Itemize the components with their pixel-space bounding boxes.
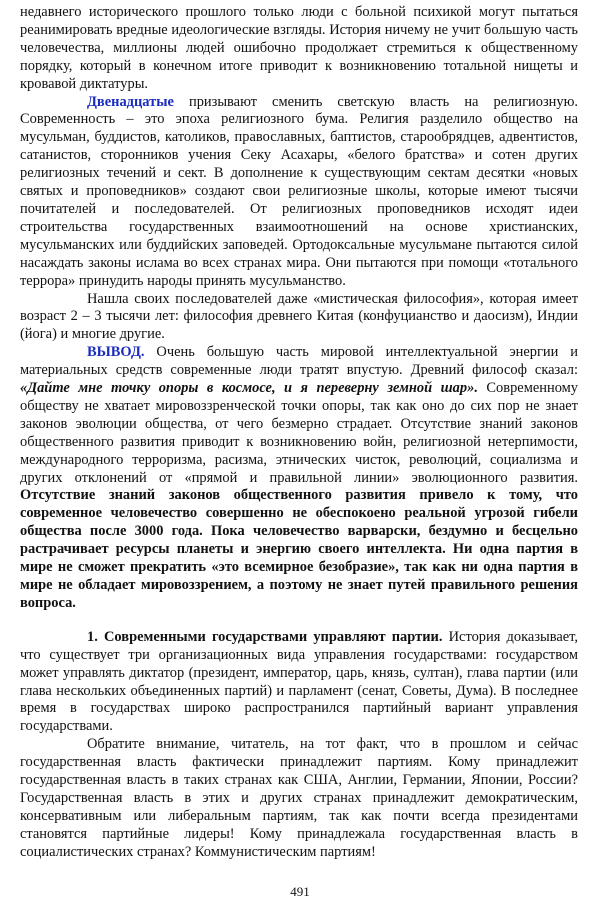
lead-word-twelfth: Двенадцатые xyxy=(87,93,174,110)
page-number: 491 xyxy=(290,884,310,899)
paragraph-mystic-philosophy: Нашла своих последователей даже «мистическая философия», которая имеет возраст 2 – 3 тысячи лет: философия древнего Китая (конфуцианство и даосизм), Индии (йога) и многие другие. xyxy=(20,290,578,343)
conclusion-bold-text: Отсутствие знаний законов общественного развития привело к тому, что современное человечество совершенно не обеспокоено реальной угрозой гибели общества после 3000 года. Пока человечество варварски, бездумно и бесцельно растрачивает ресурсы планеты и энергию своего интеллекта. Ни одна партия в мире не сможет прекратить «это всемирное безобразие», так как ни одна партия в мире не обладает мировоззрением, а поэтому не знает путей правильного решения вопроса. xyxy=(20,487,578,611)
paragraph-history: недавнего исторического прошлого только люди с больной психикой могут пытаться реанимировать вредные идеологические взгляды. История ничему не учит большую часть человечества, миллионы людей ошибочно продолжает стремиться к общественному порядку, который в конечном итоге приводит к возникновению тотальной нищеты и кровавой диктатуры. xyxy=(20,4,578,92)
paragraph-section-1: 1. Современными государствами управляют партии. История доказывает, что существует три организационных вида управления государствами: государством может управлять диктатор (президент, император, царь, князь, султан), глава партии (или глава нескольких объединенных партий) и парламент (сенат, Советы, Дума). В последнее время в государствах широко распространился партийный вариант управления государствами. xyxy=(20,628,578,735)
archimedes-quote: «Дайте мне точку опоры в космосе, и я переверну земной шар». xyxy=(20,380,478,397)
section-heading: 1. Современными государствами управляют партии. xyxy=(87,628,443,645)
paragraph-twelfth: Двенадцатые призывают сменить светскую власть на религиозную. Современность – это эпоха религиозного бума. Религия разделило общество на мусульман, буддистов, католиков, православных, баптистов, старообрядцев, адвентистов, сатанистов, сторонников учения Секу Асахары, «белого братства» и сотен других религиозных течений и сект. В дополнение к существующим сектам десятки «новых святых и проповедников» создают свои религиозные школы, которые имеют тысячи почитателей и последователей. От религиозных проповедников исходят идеи строительства государственных взаимоотношений на основе христианских, мусульманских или буддийских заповедей. Ортодоксальные мусульмане пытаются силой насаждать законы ислама во всех странах мира. Они пытаются при помощи «тотального террора» принудить народы принять мусульманство. xyxy=(20,93,578,289)
section-spacer xyxy=(20,613,578,629)
paragraph-parties: Обратите внимание, читатель, на тот факт, что в прошлом и сейчас государственная власть фактически принадлежит партиям. Кому принадлежит государственная власть в таких странах как США, Англии, Германии, Японии, России? Государственная власть в этих и других странах принадлежит демократическим, консервативным или либеральным партиям, так как почти всегда президентами становятся партийные лидеры! Кому принадлежала государственная власть в социалистических странах? Коммунистическим партиям! xyxy=(20,736,578,860)
paragraph-conclusion: ВЫВОД. Очень большую часть мировой интеллектуальной энергии и материальных средств современные люди тратят впустую. Древний философ сказал: «Дайте мне точку опоры в космосе, и я переверну земной шар». Современному обществу не хватает мировоззренческой точки опоры, так как оно до сих пор не знает законов эволюции общества, от чего безмерно страдает. Отсутствие знаний законов общественного развития приводит к возникновению войн, религиозной нетерпимости, международного терроризма, расизма, этнических чисток, революций, социализма и других отклонений от «прямой и правильной линии» эволюционного развития. Отсутствие знаний законов общественного развития привело к тому, что современное человечество совершенно не обеспокоено реальной угрозой гибели общества после 3000 года. Пока человечество варварски, бездумно и бесцельно растрачивает ресурсы планеты и энергию своего интеллекта. Ни одна партия в мире не сможет прекратить «это всемирное безобразие», так как ни одна партия в мире не обладает мировоззрением, а поэтому не знает путей правильного решения вопроса. xyxy=(20,344,579,611)
lead-word-conclusion: ВЫВОД. xyxy=(87,344,145,361)
